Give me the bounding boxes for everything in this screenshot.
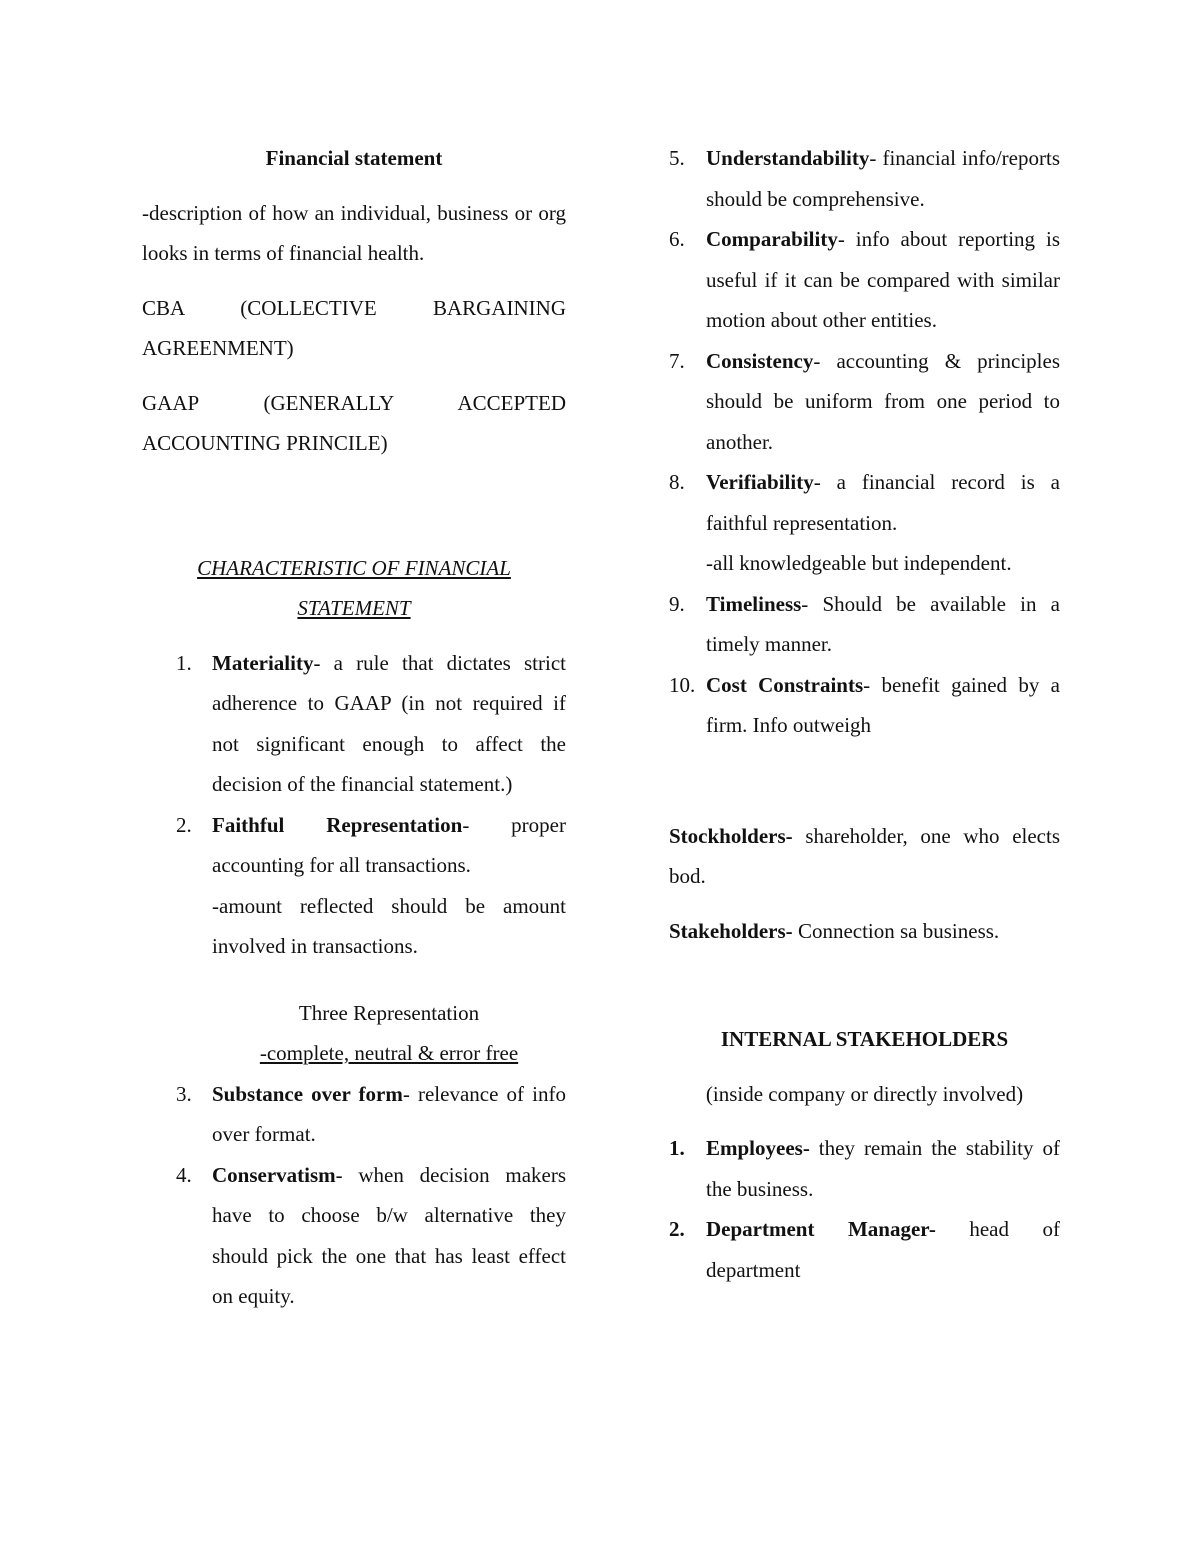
item-term: Consistency [706, 348, 814, 373]
item-text: head of department [706, 1217, 1060, 1282]
item-term: Cost Constraints [706, 672, 864, 697]
list-item [669, 665, 1060, 746]
item-number: 1. [669, 1136, 685, 1160]
item-number: 10. [669, 672, 696, 697]
internal-stakeholders-subheading: (inside company or directly involved) [705, 1081, 1024, 1106]
characteristics-list-a [142, 643, 566, 967]
item-term: Employees- [706, 1136, 810, 1160]
item-text: - relevance of info over format. [212, 1081, 566, 1146]
list-item [142, 1155, 566, 1317]
characteristic-heading-line1: CHARACTERISTIC OF FINANCIAL [197, 555, 511, 580]
internal-stakeholders-list [669, 1128, 1060, 1290]
item-text: - a financial record is a faithful representation. [706, 470, 1060, 535]
item-extra: -all knowledgeable but independent. [706, 551, 1012, 575]
list-item [142, 1074, 566, 1155]
item-number: 5. [669, 146, 685, 170]
item-number: 8. [669, 470, 685, 494]
stockholders-term: Stockholders- [669, 823, 793, 848]
item-term: Timeliness [706, 591, 802, 616]
item-term: Department Manager- [706, 1217, 936, 1241]
item-text: - proper accounting for all transactions. [212, 812, 566, 877]
item-text: - info about reporting is useful if it can be compared with similar motion about other entities. [706, 227, 1060, 332]
item-term: Materiality [212, 650, 314, 675]
gaap-paragraph: GAAP (GENERALLY ACCEPTED ACCOUNTING PRINCILE) [142, 390, 566, 455]
item-term: Verifiability [706, 470, 814, 494]
item-text: they remain the stability of the business. [706, 1136, 1060, 1201]
item-term: Substance over form [212, 1081, 403, 1106]
item-extra: -amount reflected should be amount involved in transactions. [212, 893, 566, 958]
item-text: - a rule that dictates strict adherence to GAAP (in not required if not significant enough to affect the decision of the financial statement.) [212, 650, 566, 796]
item-text: - when decision makers have to choose b/w alternative they should pick the one that has least effect on equity. [212, 1162, 566, 1308]
list-item [669, 219, 1060, 341]
list-item [142, 805, 566, 967]
left-column [142, 138, 566, 1317]
characteristics-list-b [142, 1074, 566, 1317]
list-item [669, 341, 1060, 463]
three-representation-subheading: -complete, neutral & error free [259, 1041, 519, 1065]
item-text: - Should be available in a timely manner. [706, 591, 1060, 656]
stakeholders-term: Stakeholders- [669, 918, 793, 943]
item-text: - accounting & principles should be uniform from one period to another. [706, 348, 1060, 454]
stockholders-text: shareholder, one who elects bod. [669, 823, 1060, 888]
item-number: 1. [176, 650, 192, 675]
right-column [669, 138, 1060, 1290]
characteristics-list-c [669, 138, 1060, 746]
item-term: Comparability [706, 227, 838, 251]
item-number: 2. [669, 1217, 685, 1241]
item-text: - financial info/reports should be comprehensive. [706, 146, 1060, 211]
characteristic-heading-line2: STATEMENT [297, 596, 411, 620]
stakeholders-paragraph [669, 911, 1060, 952]
item-number: 6. [669, 227, 685, 251]
list-item [669, 1209, 1060, 1290]
item-term: Faithful Representation [212, 812, 463, 837]
list-item [669, 462, 1060, 584]
item-term: Conservatism [212, 1162, 336, 1187]
list-item [669, 1128, 1060, 1209]
cba-paragraph: CBA (COLLECTIVE BARGAINING AGREENMENT) [142, 295, 566, 360]
item-number: 7. [669, 348, 685, 373]
item-term: Understandability [706, 146, 870, 170]
internal-stakeholders-heading: INTERNAL STAKEHOLDERS [720, 1027, 1009, 1051]
list-item [142, 643, 566, 805]
list-item [669, 584, 1060, 665]
stakeholders-text: Connection sa business. [792, 918, 1000, 943]
section-title: Financial statement [265, 146, 443, 170]
description-paragraph: -description of how an individual, business or org looks in terms of financial health. [142, 200, 566, 265]
three-representation-heading: Three Representation [298, 1000, 480, 1025]
item-number: 2. [176, 812, 192, 837]
list-item [669, 138, 1060, 219]
item-number: 3. [176, 1081, 192, 1106]
item-number: 9. [669, 591, 685, 616]
stockholders-paragraph [669, 816, 1060, 897]
item-number: 4. [176, 1162, 192, 1187]
item-text: - benefit gained by a firm. Info outweigh [706, 672, 1060, 737]
